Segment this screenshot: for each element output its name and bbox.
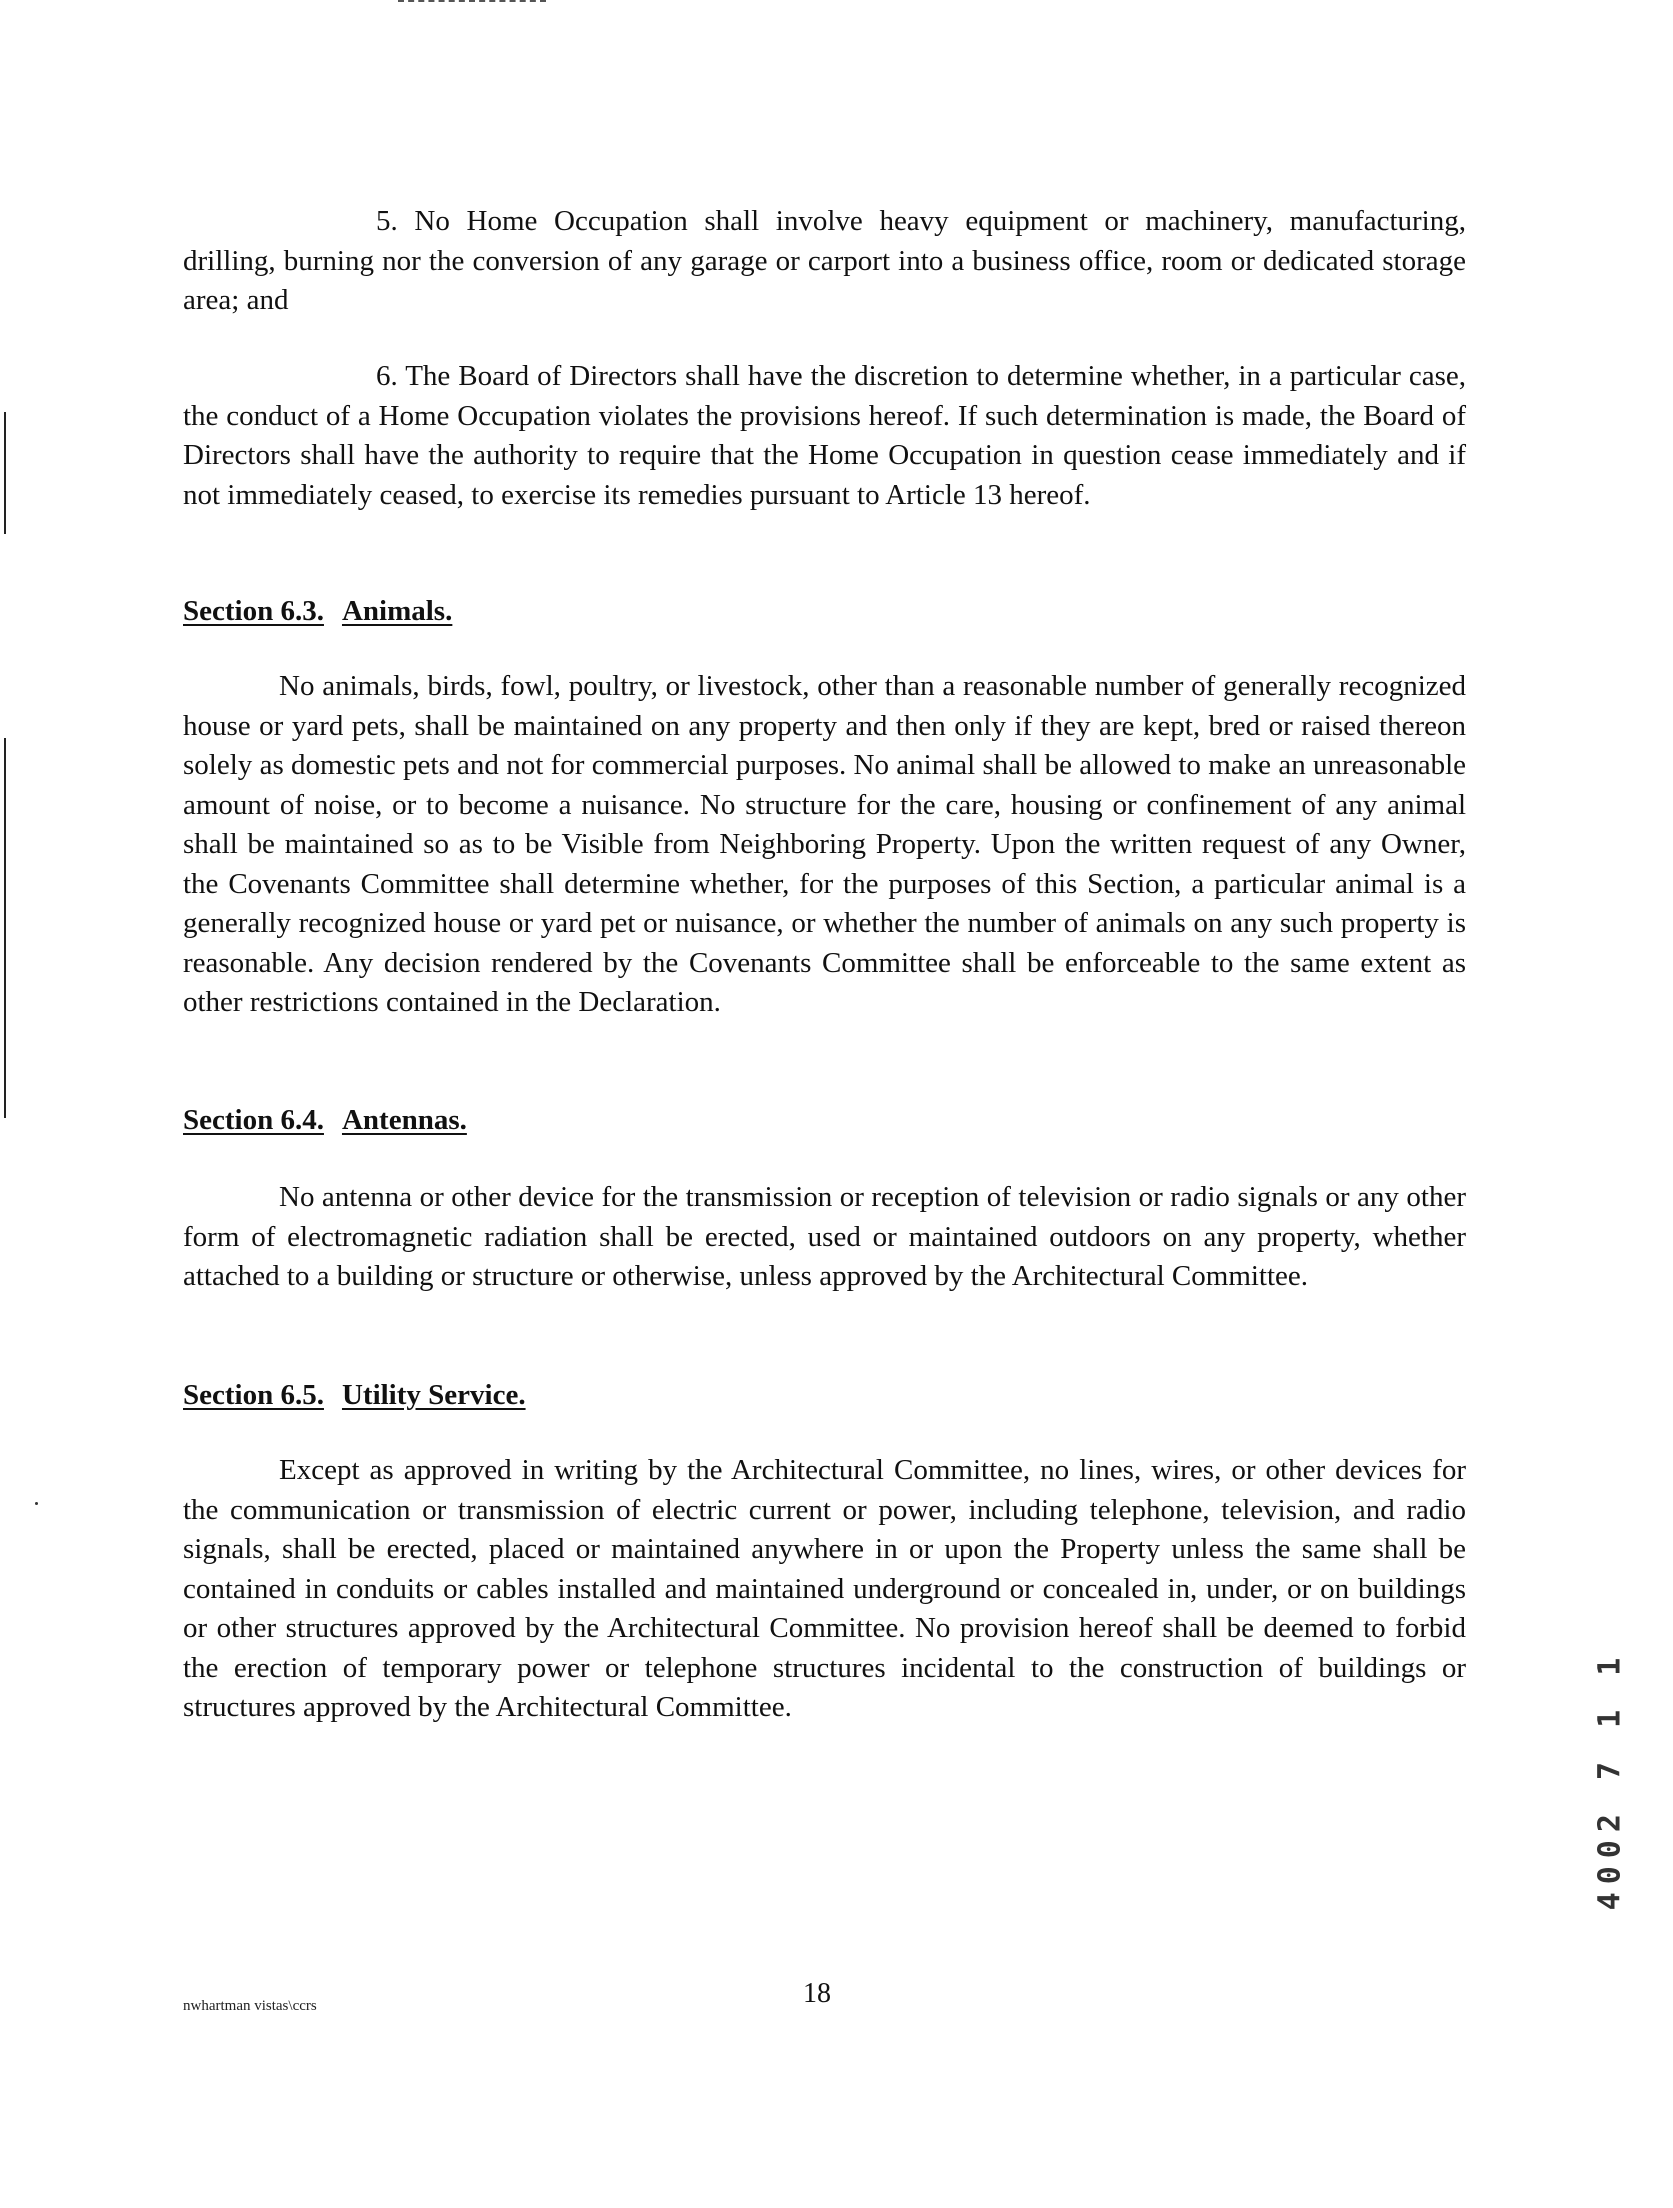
section-6-5-body: Except as approved in writing by the Architectural Committee, no lines, wires, or other devices for the communication or transmission of electric current or power, including telephone, television, and radio signals, shall be erected, placed or maintained anywhere in or upon the Property unless the same shall be contained in conduits or cables installed and maintained underground or concealed in, under, or on buildings or other structures approved by the Architectural Committee. No provision hereof shall be deemed to forbid the erection of temporary power or telephone structures incidental to the construction of buildings or structures approved by the Architectural Committee.: [183, 1454, 1466, 1723]
paragraph-item-6: 6. The Board of Directors shall have the discretion to determine whether, in a particular case, the conduct of a Home Occupation violates the provisions hereof. If such determination is made, the Board of Directors shall have the authority to require that the Home Occupation in question cease immediately and if not immediately ceased, to exercise its remedies pursuant to Article 13 hereof.: [183, 360, 1466, 511]
paragraph-item-5: 5. No Home Occupation shall involve heavy equipment or machinery, manufacturing, drilling, burning nor the conversion of any garage or carport into a business office, room or dedicated storage area; and: [183, 205, 1466, 316]
page-number: 18: [803, 1978, 831, 2009]
section-6-4-body: No antenna or other device for the transmission or reception of television or radio signals or any other form of electromagnetic radiation shall be erected, used or maintained outdoors on any property, whether attached to a building or structure or otherwise, unless approved by the Architectural Committee.: [183, 1181, 1466, 1292]
section-number: Section 6.3.: [183, 595, 324, 627]
scan-artifact-dot: [35, 1502, 38, 1505]
revision-bar: [4, 412, 6, 534]
footer-file-path: nwhartman vistas\ccrs: [183, 1998, 317, 2014]
recording-stamp-number: 4002 7 1 1: [1592, 1649, 1628, 1911]
section-6-4-heading: [183, 1102, 467, 1138]
section-6-5-heading: [183, 1377, 526, 1413]
section-number: Section 6.5.: [183, 1379, 324, 1411]
section-title: Utility Service.: [341, 1379, 526, 1411]
scan-top-rule: [398, 0, 546, 5]
section-number: Section 6.4.: [183, 1104, 324, 1136]
section-title: Antennas.: [341, 1104, 467, 1136]
revision-bar: [4, 738, 6, 1118]
section-6-3-heading: [183, 593, 452, 629]
section-title: Animals.: [341, 595, 453, 627]
section-6-3-body: No animals, birds, fowl, poultry, or livestock, other than a reasonable number of generally recognized house or yard pets, shall be maintained on any property and then only if they are kept, bred or raised thereon solely as domestic pets and not for commercial purposes. No animal shall be allowed to make an unreasonable amount of noise, or to become a nuisance. No structure for the care, housing or confinement of any animal shall be maintained so as to be Visible from Neighboring Property. Upon the written request of any Owner, the Covenants Committee shall determine whether, for the purposes of this Section, a particular animal is a generally recognized house or yard pet or nuisance, or whether the number of animals on any such property is reasonable. Any decision rendered by the Covenants Committee shall be enforceable to the same extent as other restrictions contained in the Declaration.: [183, 670, 1466, 1018]
recording-stamp: [1590, 1570, 1630, 1990]
